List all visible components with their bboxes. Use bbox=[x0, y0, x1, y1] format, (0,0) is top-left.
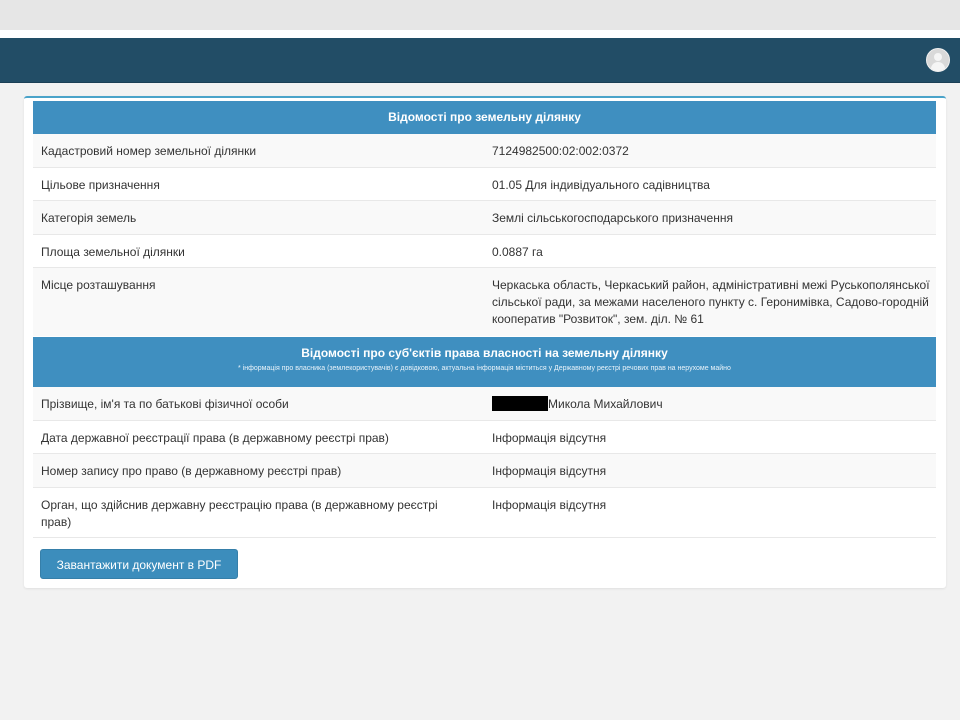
land-info-card bbox=[24, 96, 946, 588]
row-label: Цільове призначення bbox=[41, 178, 160, 192]
row-label: Кадастровий номер земельної ділянки bbox=[41, 144, 257, 158]
table-row-cadastral-number bbox=[33, 134, 936, 168]
top-spacer bbox=[0, 30, 960, 38]
row-label: Місце розташування bbox=[41, 278, 156, 292]
row-label: Площа земельної ділянки bbox=[41, 245, 185, 259]
land-section-header bbox=[33, 101, 936, 134]
owner-section-header bbox=[33, 337, 936, 387]
table-row-land-category bbox=[33, 201, 936, 235]
land-section-title: Відомості про земельну ділянку bbox=[388, 110, 581, 124]
row-value: Інформація відсутня bbox=[492, 498, 607, 512]
table-row-purpose bbox=[33, 168, 936, 201]
row-value: Інформація відсутня bbox=[492, 464, 607, 478]
table-row-location bbox=[33, 268, 936, 336]
row-value: 7124982500:02:002:0372 bbox=[492, 144, 629, 158]
row-value: Землі сільськогосподарського призначення bbox=[492, 211, 733, 225]
download-pdf-button[interactable]: Завантажити документ в PDF bbox=[40, 549, 238, 579]
row-label: Прізвище, ім'я та по батькові фізичної особи bbox=[41, 397, 289, 411]
row-value: Черкаська область, Черкаський район, адміністративні межі Руськополянської сільської ради, за межами населеного пункту с. Геронимівка, Садово-городній кооператив "Розвиток", зем. діл. № 61 bbox=[492, 278, 930, 326]
row-label: Категорія земель bbox=[41, 211, 137, 225]
table-row-registration-date bbox=[33, 421, 936, 454]
row-value bbox=[492, 396, 932, 413]
browser-top-bar bbox=[0, 0, 960, 30]
row-label: Номер запису про право (в державному реєстрі прав) bbox=[41, 464, 342, 478]
table-row-owner-name bbox=[33, 387, 936, 421]
navbar bbox=[0, 38, 960, 83]
table-row-record-number bbox=[33, 454, 936, 488]
owner-name-text: Микола Михайлович bbox=[548, 397, 663, 411]
row-label: Дата державної реєстрації права (в державному реєстрі прав) bbox=[41, 431, 389, 445]
row-value: 01.05 Для індивідуального садівництва bbox=[492, 178, 710, 192]
redacted-surname-box bbox=[492, 396, 548, 411]
avatar-shoulders-shape bbox=[931, 62, 945, 72]
row-value: Інформація відсутня bbox=[492, 431, 607, 445]
table-row-area bbox=[33, 235, 936, 268]
table-row-registration-authority bbox=[33, 488, 936, 538]
owner-section-note: * інформація про власника (землекористувачів) є довідковою, актуальна інформація міститься у Державному реєстрі речових прав на нерухоме майно bbox=[238, 365, 731, 372]
row-value: 0.0887 га bbox=[492, 245, 543, 259]
avatar-head-shape bbox=[934, 53, 942, 61]
row-label: Орган, що здійснив державну реєстрацію права (в державному реєстрі прав) bbox=[41, 498, 438, 529]
owner-section-title: Відомості про суб'єктів права власності на земельну ділянку bbox=[301, 346, 668, 360]
user-avatar-icon[interactable] bbox=[926, 48, 950, 72]
